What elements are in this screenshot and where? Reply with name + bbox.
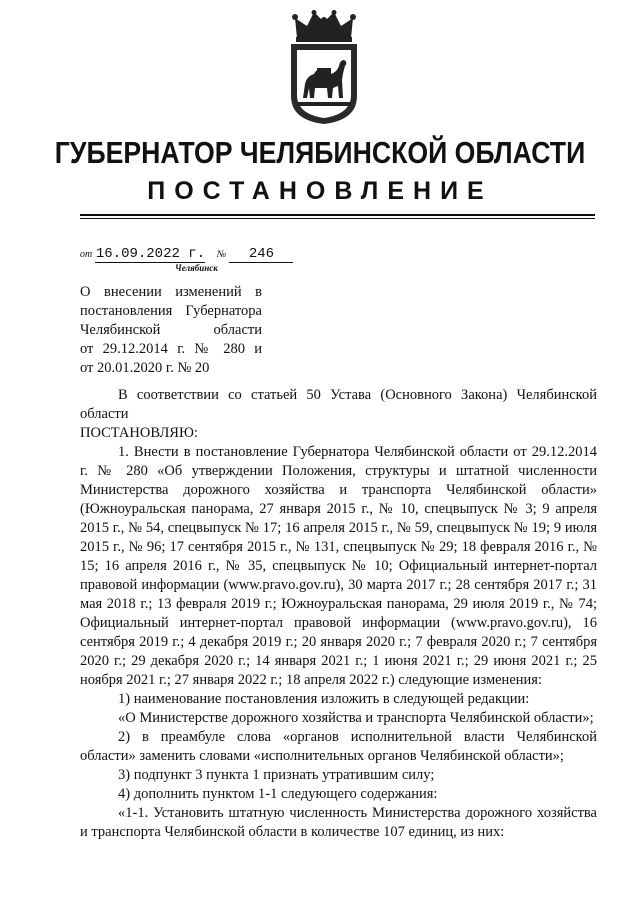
document-date: 16.09.2022 г. [95,246,206,262]
document-subject [80,283,262,378]
subitem-4-quote: «1-1. Установить штатную численность Министерства дорожного хозяйства и транспорта Челябинской области в количестве 107 единиц, из них: [80,805,597,840]
subitem-2-paragraph: 2) в преамбуле слова «органов исполнительной власти Челябинской области» заменить словами «исполнительных органов Челябинской области»; [80,729,597,764]
document-body [80,386,597,842]
subject-line: от 29.12.2014 г. № 280 и [80,341,262,357]
date-label: от [80,249,93,260]
coat-of-arms-emblem [287,10,361,126]
subject-line: постановления Губернатора [80,303,262,319]
subitem-1-quote: «О Министерстве дорожного хозяйства и транспорта Челябинской области»; [118,710,594,726]
header-divider-thick [80,214,595,216]
subitem-1-paragraph: 1) наименование постановления изложить в следующей редакции: [118,691,530,707]
resolve-heading: ПОСТАНОВЛЯЮ: [80,425,198,441]
subject-line: О внесении изменений в [80,284,262,300]
item-1-paragraph: 1. Внести в постановление Губернатора Челябинской области от 29.12.2014 г. № 280 «Об утверждении Положения, структуры и штатной численности Министерства дорожного хозяйства и транспорта Челябинской области» (Южноуральская панорама, 27 января 2015 г., № 10, спецвыпуск № 3; 9 апреля 2015 г., № 54, спецвыпуск № 17; 16 апреля 2015 г., № 59, спецвыпуск № 19; 9 июля 2015 г., № 96; 17 сентября 2015 г., № 131, спецвыпуск № 29; 18 февраля 2016 г., № 15; 16 апреля 2016 г., № 35, спецвыпуск № 10; Официальный интернет-портал правовой информации (www.pravo.gov.ru), 30 марта 2017 г.; 28 сентября 2017 г.; 31 мая 2018 г.; 13 февраля 2019 г.; Южноуральская панорама, 29 июля 2019 г., № 74; Официальный интернет-портал правовой информации (www.pravo.gov.ru), 16 сентября 2019 г.; 4 декабря 2019 г.; 20 января 2020 г.; 7 февраля 2020 г.; 7 сентября 2020 г.; 29 декабря 2020 г.; 14 января 2021 г.; 1 июня 2021 г.; 29 июня 2021 г.; 25 ноября 2021 г.; 27 января 2022 г.; 18 апреля 2022 г.) следующие изменения: [80,444,597,688]
document-number: 246 [229,246,293,263]
issuer-title: ГУБЕРНАТОР ЧЕЛЯБИНСКОЙ ОБЛАСТИ [54,135,586,170]
document-type-title: ПОСТАНОВЛЕНИЕ [147,177,493,205]
subitem-4-paragraph: 4) дополнить пунктом 1-1 следующего содержания: [118,786,438,802]
preamble-paragraph: В соответствии со статьей 50 Устава (Основного Закона) Челябинской области [80,387,597,422]
number-label: № [216,249,227,260]
header-divider-thin [80,218,595,219]
issue-city: Челябинск [175,263,218,273]
subitem-3-paragraph: 3) подпункт 3 пункта 1 признать утратившим силу; [118,767,435,783]
document-meta [80,244,293,264]
subject-line: Челябинской области [80,322,262,338]
subject-line: от 20.01.2020 г. № 20 [80,360,210,376]
